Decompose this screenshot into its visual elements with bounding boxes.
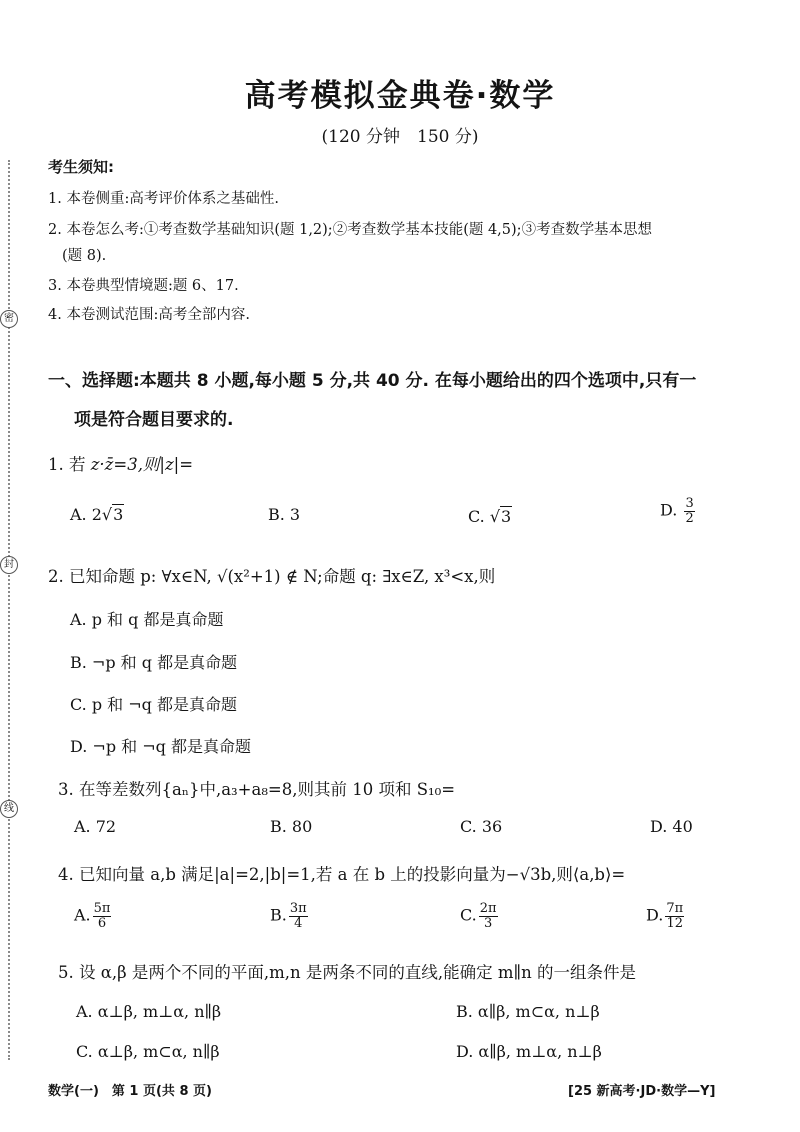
binding-dotted-line bbox=[8, 160, 10, 1060]
q3-option-d: D. 40 bbox=[650, 817, 693, 836]
note-item: 3. 本卷典型情境题:题 6、17. bbox=[48, 278, 239, 294]
fraction bbox=[93, 902, 112, 930]
fraction-numerator: 3π bbox=[289, 901, 307, 916]
fraction bbox=[479, 902, 498, 930]
fraction-numerator: 2π bbox=[479, 901, 497, 916]
fraction-numerator: 7π bbox=[666, 901, 684, 916]
q5-option-d: D. α∥β, m⊥α, n⊥β bbox=[456, 1042, 602, 1061]
fraction bbox=[665, 902, 684, 930]
margin-mark-mi: 密 bbox=[0, 310, 18, 328]
q2-option-d: D. ¬p 和 ¬q 都是真命题 bbox=[70, 737, 251, 756]
q2-option-a: A. p 和 q 都是真命题 bbox=[70, 610, 224, 629]
q5-option-c: C. α⊥β, m⊂α, n∥β bbox=[76, 1042, 220, 1061]
question-1-stem bbox=[48, 451, 193, 475]
margin-mark-feng: 封 bbox=[0, 556, 18, 574]
fraction-denominator: 6 bbox=[97, 915, 107, 931]
question-3-stem: 3. 在等差数列{aₙ}中,a₃+a₈=8,则其前 10 项和 S₁₀= bbox=[58, 780, 456, 799]
question-2-stem: 2. 已知命题 p: ∀x∈N, √(x²+1) ∉ N;命题 q: ∃x∈Z, x³<x,则 bbox=[48, 567, 496, 586]
question-5-stem: 5. 设 α,β 是两个不同的平面,m,n 是两条不同的直线,能确定 m∥n 的一组条件是 bbox=[58, 963, 637, 982]
q3-option-c: C. 36 bbox=[460, 817, 503, 836]
q2-option-c: C. p 和 ¬q 都是真命题 bbox=[70, 695, 237, 714]
fraction-numerator: 3 bbox=[685, 496, 694, 511]
q2-option-b: B. ¬p 和 q 都是真命题 bbox=[70, 653, 238, 672]
q1-option-d bbox=[660, 497, 695, 525]
question-1-body: z·z̄=3,则|z|= bbox=[90, 455, 194, 474]
footer-page-info: 数学(一) 第 1 页(共 8 页) bbox=[48, 1084, 212, 1099]
note-item: 2. 本卷怎么考:①考查数学基础知识(题 1,2);②考查数学基本技能(题 4,5);③考查数学基本思想 bbox=[48, 222, 653, 238]
margin-mark-xian: 线 bbox=[0, 800, 18, 818]
option-radicand: 3 bbox=[113, 505, 124, 524]
q3-option-b: B. 80 bbox=[270, 817, 313, 836]
q1-option-a: A. 2√3 bbox=[70, 505, 124, 524]
question-4-stem: 4. 已知向量 a,b 满足|a|=2,|b|=1,若 a 在 b 上的投影向量为−√3b,则⟨a,b⟩= bbox=[58, 865, 626, 884]
fraction-numerator: 5π bbox=[93, 901, 111, 916]
option-label: A. bbox=[74, 905, 91, 925]
q5-option-b: B. α∥β, m⊂α, n⊥β bbox=[456, 1002, 600, 1021]
fraction bbox=[684, 497, 694, 525]
q3-option-a: A. 72 bbox=[74, 817, 117, 836]
section-heading: 一、选择题:本题共 8 小题,每小题 5 分,共 40 分. 在每小题给出的四个选项中,只有一 bbox=[48, 371, 697, 391]
question-1-prefix: 1. 若 bbox=[48, 455, 91, 474]
page-title: 高考模拟金典卷·数学 bbox=[244, 78, 556, 114]
q5-option-a: A. α⊥β, m⊥α, n∥β bbox=[76, 1002, 222, 1021]
q4-option-b bbox=[270, 902, 308, 930]
q4-option-a bbox=[74, 902, 111, 930]
q4-option-d bbox=[646, 902, 684, 930]
option-label: C. bbox=[468, 507, 490, 526]
footer-exam-code: [25 新高考·JD·数学—Y] bbox=[568, 1084, 716, 1099]
notes-heading: 考生须知: bbox=[48, 158, 114, 176]
option-radicand: 3 bbox=[501, 507, 512, 526]
option-label: A. 2 bbox=[70, 505, 102, 524]
page-subtitle: (120 分钟 150 分) bbox=[321, 127, 479, 147]
option-label: D. bbox=[660, 500, 683, 520]
q1-option-c: C. √3 bbox=[468, 507, 512, 526]
fraction-denominator: 12 bbox=[666, 915, 684, 931]
section-heading-cont: 项是符合题目要求的. bbox=[74, 410, 234, 430]
q1-option-b: B. 3 bbox=[268, 505, 301, 524]
option-label: D. bbox=[646, 905, 664, 925]
note-item: (题 8). bbox=[62, 248, 107, 264]
fraction-denominator: 2 bbox=[685, 510, 694, 526]
fraction bbox=[289, 902, 308, 930]
fraction-denominator: 4 bbox=[294, 915, 303, 931]
q4-option-c bbox=[460, 902, 498, 930]
note-item: 4. 本卷测试范围:高考全部内容. bbox=[48, 307, 250, 323]
note-item: 1. 本卷侧重:高考评价体系之基础性. bbox=[48, 191, 279, 207]
option-label: B. bbox=[270, 905, 287, 925]
fraction-denominator: 3 bbox=[484, 915, 493, 931]
option-label: C. bbox=[460, 905, 477, 925]
